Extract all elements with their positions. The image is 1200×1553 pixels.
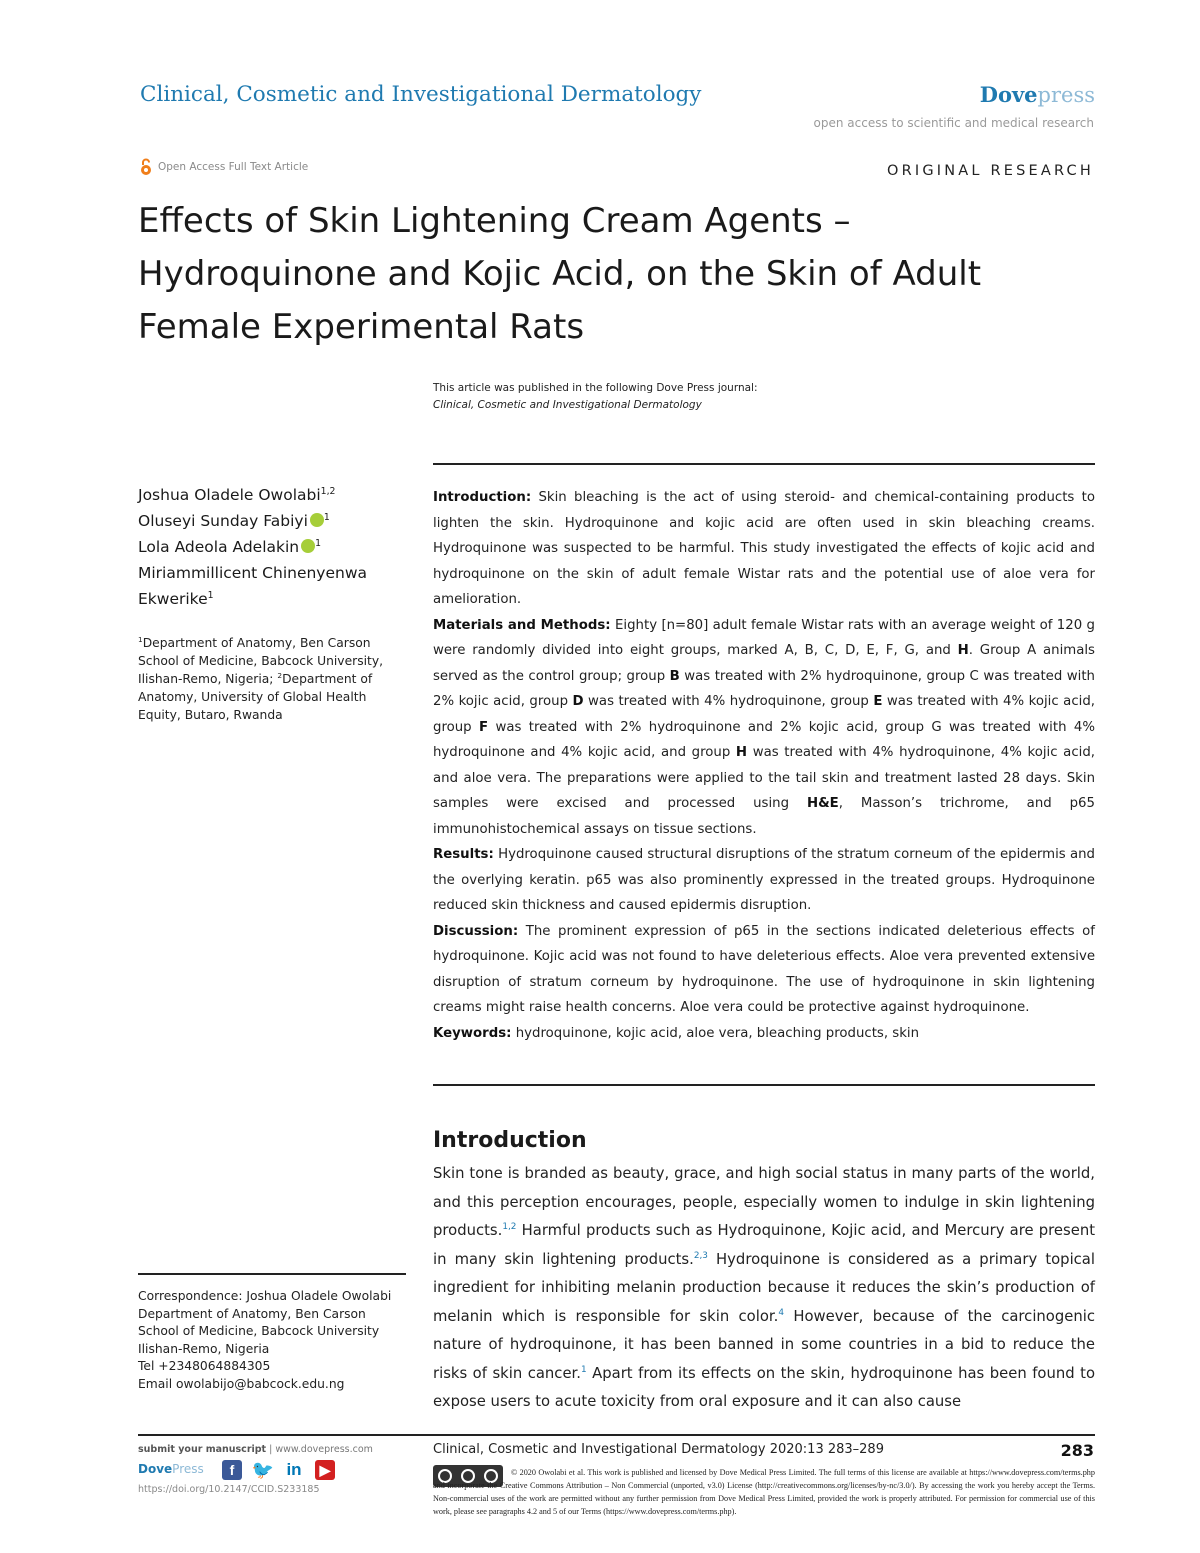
group-letter: E [873,694,883,709]
abstract-label: Keywords: [433,1025,512,1041]
dovepress-footer-logo[interactable] [138,1462,204,1476]
affiliations [138,634,410,724]
body-text: Harmful products such as Hydroquinone, Kojic acid, and Mercury are present in many skin lightening products. [433,1222,1095,1268]
author-sup: 1,2 [320,485,336,497]
abstract-text: , Masson’s trichrome, and p65 immunohistochemical assays on tissue sections. [433,796,1095,837]
group-letter: H [735,745,748,760]
submit-label: submit your manuscript [138,1444,267,1455]
publication-note [433,380,758,414]
correspondence-rule [138,1273,406,1275]
correspondence [138,1288,406,1393]
license-text: © 2020 Owolabi et al. This work is published and licensed by Dove Medical Press Limited. The full terms of this license are available at https://www.dovepress.com/terms.php and incorporate the Creative Commons Attribution – Non Commercial (unported, v3.0) License (http://creativecommons.org/licenses/by-nc/3.0/). By accessing the work you hereby accept the Terms. Non-commercial uses of the work are permitted without any further permission from Dove Medical Press Limited, provided the work is properly attributed. For permission for commercial use of this work, please see paragraphs 4.2 and 5 of our Terms (https://www.dovepress.com/terms.php). [433,1468,1095,1516]
abstract-discussion [433,919,1095,1021]
abstract-text: Skin bleaching is the act of using steroid- and chemical-containing products to lighten the skin. Hydroquinone and kojic acid are often used in skin bleaching creams. Hydroquinone was suspected to be harmful. This study investigated the effects of kojic acid and hydroquinone on the skin of adult female Wistar rats and the potential use of aloe vera for amelioration. [433,490,1095,607]
abstract-label: Materials and Methods: [433,617,611,633]
correspondence-address: Department of Anatomy, Ben Carson School of Medicine, Babcock University Ilishan-Remo, Nigeria [138,1306,380,1356]
abstract-text: . Group A animals served as the control group; group [433,643,1095,684]
dovepress-logo[interactable] [980,82,1095,107]
keywords-text: hydroquinone, kojic acid, aloe vera, bleaching products, skin [515,1025,920,1041]
group-letter: B [669,668,680,684]
author-sup: 1 [207,589,214,601]
citation-ref[interactable]: 4 [778,1307,784,1318]
author-name: Miriammillicent Chinenyenwa [138,564,368,582]
publication-note-text: This article was published in the following Dove Press journal: [433,382,758,394]
citation-ref[interactable]: 1 [580,1364,587,1375]
abstract-text: was treated with 2% hydroquinone and 2% kojic acid, group G was treated with 4% hydroquinone and 4% kojic acid, and group [433,719,1095,760]
abstract-label: Discussion: [433,923,519,939]
author-2[interactable] [138,508,413,534]
affiliation-2: Department of Anatomy, University of Global Health Equity, Butaro, Rwanda [138,672,373,722]
affil-sup: 2 [277,670,283,680]
abstract-text: was treated with 4% hydroquinone, group [583,694,874,709]
linkedin-icon[interactable]: in [284,1460,304,1480]
body-text: Hydroquinone is considered as a primary topical ingredient for inhibiting melanin production because it reduces the skin’s production of melanin which is responsible for skin color. [433,1250,1095,1325]
facebook-icon[interactable]: f [222,1460,242,1480]
orcid-icon[interactable] [301,539,315,553]
author-name: Ekwerike [138,590,208,608]
affiliation-1: Department of Anatomy, Ben Carson School of Medicine, Babcock University, Ilishan-Remo, Nigeria; [138,636,384,686]
tagline: open access to scientific and medical research [813,116,1094,130]
abstract-text: Eighty [n=80] adult female Wistar rats with an average weight of 120 g were randomly divided into eight groups, marked A, B, C, D, E, F, G, and [433,617,1095,658]
footer-rule [138,1434,1095,1436]
abstract-text: was treated with 2% hydroquinone, group C was treated with 2% kojic acid, group [433,668,1095,709]
abstract-top-rule [433,463,1095,465]
publication-journal[interactable]: Clinical, Cosmetic and Investigational Dermatology [433,399,702,411]
abstract-text: was treated with 4% hydroquinone, 4% kojic acid, and aloe vera. The preparations were applied to the tail skin and treatment lasted 28 days. Skin samples were excised and processed using [433,745,1095,811]
author-list [138,482,413,612]
doi-link[interactable]: https://doi.org/10.2147/CCID.S233185 [138,1484,320,1495]
abstract-bottom-rule [433,1084,1095,1086]
author-sup: 1 [323,511,330,523]
body-text: However, because of the carcinogenic nature of hydroquinone, it has been banned in some countries in a bid to reduce the risks of skin cancer. [433,1307,1095,1382]
body-text: Skin tone is branded as beauty, grace, and high social status in many parts of the world, and this perception encourages, people, especially women to indulge in skin lightening products. [433,1165,1095,1239]
youtube-icon[interactable]: ▶ [315,1460,335,1480]
abstract-label: Results: [433,847,494,862]
author-name: Oluseyi Sunday Fabiyi [138,512,308,530]
group-letter: H [957,643,969,658]
abstract-introduction [433,485,1095,613]
abstract-methods [433,613,1095,843]
section-tag: ORIGINAL RESEARCH [886,163,1094,179]
journal-title: Clinical, Cosmetic and Investigational Dermatology [140,82,702,107]
abstract-results [433,842,1095,919]
stain-name: H&E [806,796,839,811]
abstract-text: was treated with 4% kojic acid, group [433,694,1095,735]
open-access-text: Open Access Full Text Article [158,161,309,173]
author-4-cont[interactable] [138,586,413,612]
group-letter: D [572,694,584,709]
section-heading-introduction: Introduction [433,1128,587,1153]
submit-manuscript-link[interactable] [138,1444,373,1455]
correspondence-tel: Tel +2348064884305 [138,1359,271,1373]
citation-ref[interactable]: 1,2 [502,1222,517,1233]
introduction-body [433,1160,1095,1417]
author-1[interactable] [138,482,413,508]
open-access-label [140,158,308,176]
author-name: Lola Adeola Adelakin [138,538,300,556]
brand-dove: Dove [979,82,1038,107]
submit-url: | www.dovepress.com [266,1444,373,1455]
footer-dove: Dove [138,1462,173,1476]
social-links [222,1460,335,1480]
author-4[interactable] [138,560,413,586]
correspondence-email[interactable]: Email owolabijo@babcock.edu.ng [138,1376,345,1391]
author-name: Joshua Oladele Owolabi [138,486,321,504]
abstract [433,485,1095,1046]
abstract-label: Introduction: [433,490,532,505]
abstract-text: Hydroquinone caused structural disruptions of the stratum corneum of the epidermis and the overlying keratin. p65 was also prominently expressed in the treated groups. Hydroquinone reduced skin thickness and caused epidermis disruption. [433,847,1095,913]
open-access-icon [140,158,152,176]
citation-line: Clinical, Cosmetic and Investigational Dermatology 2020:13 283–289 [433,1442,884,1457]
twitter-icon[interactable]: 🐦 [251,1459,275,1480]
author-sup: 1 [315,537,322,549]
page-number: 283 [1060,1441,1094,1460]
author-3[interactable] [138,534,413,560]
brand-press: press [1037,83,1095,107]
group-letter: F [479,719,489,735]
orcid-icon[interactable] [310,513,324,527]
affil-sup: 1 [138,634,143,644]
article-title: Effects of Skin Lightening Cream Agents – Hydroquinone and Kojic Acid, on the Skin of Adult Female Experimental Rats [138,201,982,347]
footer-press: Press [172,1462,204,1476]
correspondence-name: Correspondence: Joshua Oladele Owolabi [138,1289,392,1303]
abstract-text: The prominent expression of p65 in the sections indicated deleterious effects of hydroquinone. Kojic acid was not found to have deleterious effects. Aloe vera prevented extensive disruption of stratum corneum by hydroquinone. The use of hydroquinone in skin lightening creams might raise health concerns. Aloe vera could be protective against hydroquinone. [433,923,1095,1015]
body-text: Apart from its effects on the skin, hydroquinone has been found to expose users to acute toxicity from oral exposure and it can also cause [433,1364,1095,1410]
citation-ref[interactable]: 2,3 [693,1250,708,1261]
abstract-keywords [433,1021,1095,1047]
